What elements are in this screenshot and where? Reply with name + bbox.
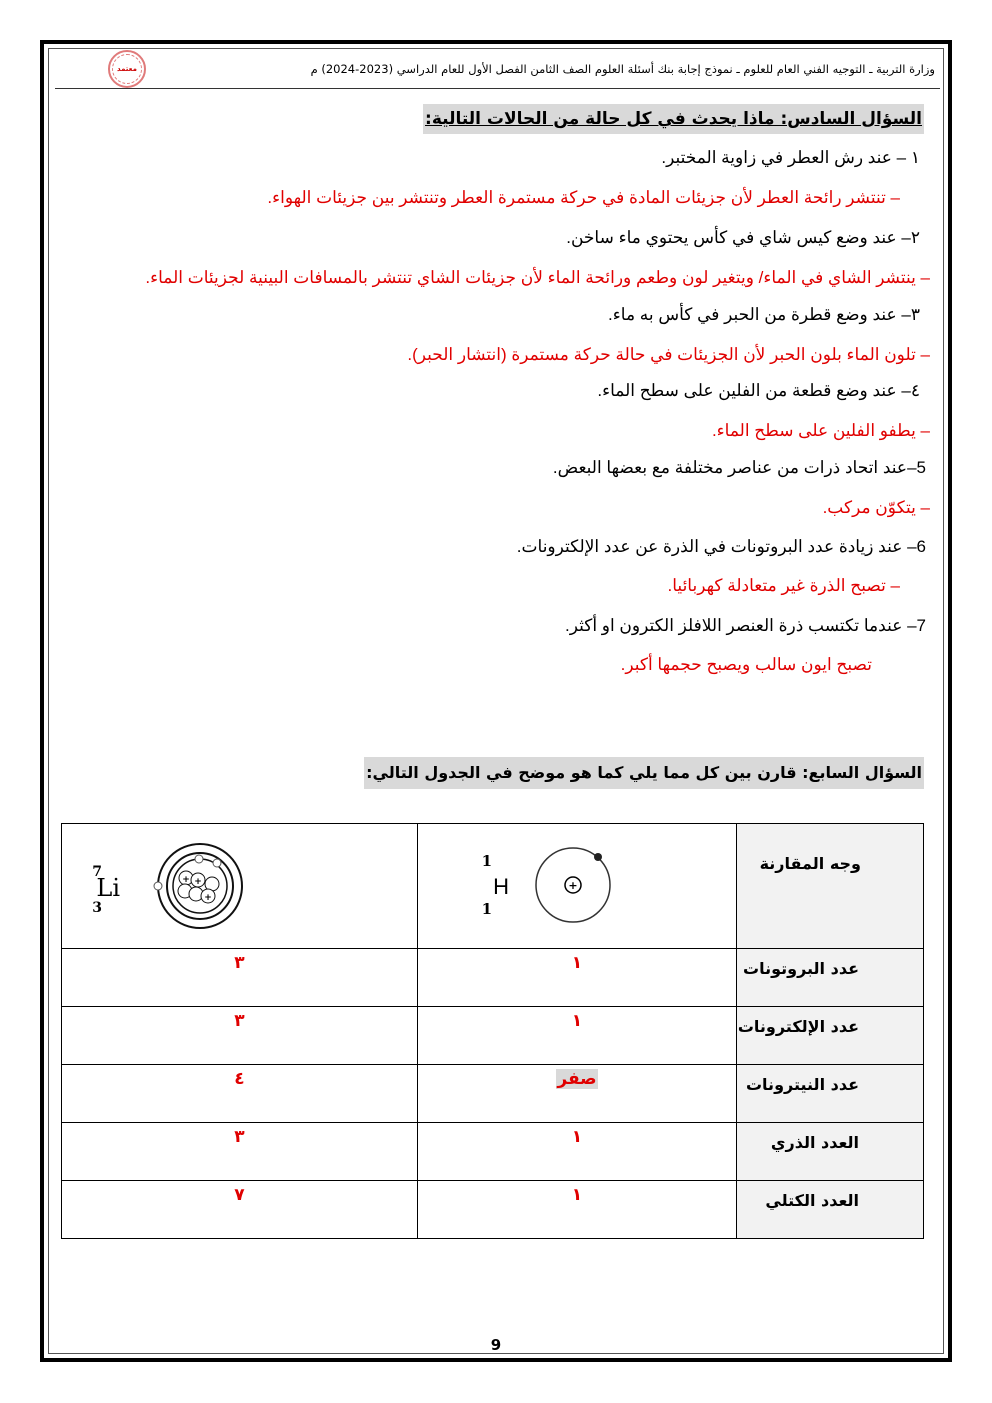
header-divider: [55, 88, 940, 89]
lithium-value-cell: [62, 949, 418, 1007]
lithium-value: ٤: [234, 1069, 245, 1089]
row-label-cell: [737, 1123, 924, 1181]
header-text: وزارة التربية ـ التوجيه الفني العام للعلوم ـ نموذج إجابة بنك أسئلة العلوم الصف الثامن الفصل الأول للعام الدراسي (2023-2024) م: [310, 62, 935, 76]
lithium-value-cell: [62, 1181, 418, 1239]
answer-line: – ينتشر الشاي في الماء/ ويتغير لون وطعم ورائحة الماء لأن جزيئات الشاي تنتشر بالمسافات البينية لجزيئات الماء.: [145, 268, 930, 287]
question6-title: السؤال السادس: ماذا يحدث في كل حالة من الحالات التالية:: [423, 104, 924, 134]
comparison-table: [61, 823, 924, 1239]
row-label-cell: [737, 1065, 924, 1123]
svg-text:+: +: [182, 875, 190, 885]
hydrogen-atomic-number: 1: [481, 900, 492, 918]
electron-icon: [154, 882, 162, 890]
answer-line: – يتكوّن مركب.: [822, 498, 930, 517]
lithium-value: ٣: [234, 1127, 245, 1147]
question-line: 5–عند اتحاد ذرات من عناصر مختلفة مع بعضها البعض.: [552, 458, 926, 477]
lithium-mass-number: 7: [92, 864, 102, 880]
lithium-cell: [62, 824, 418, 949]
lithium-value: ٣: [234, 1011, 245, 1031]
hydrogen-value: صفر: [557, 1069, 597, 1089]
row-label-cell: [737, 1007, 924, 1065]
hydrogen-value-cell: [418, 949, 737, 1007]
question-line: ٢– عند وضع كيس شاي في كأس يحتوي ماء ساخن.: [566, 228, 920, 247]
answer-line: – تنتشر رائحة العطر لأن جزيئات المادة في حركة مستمرة العطر وتنتشر بين جزيئات الهواء.: [267, 188, 900, 207]
hydrogen-value: ١: [571, 1127, 583, 1147]
hydrogen-value: ١: [571, 953, 583, 973]
lithium-value: ٣: [234, 953, 245, 973]
row-label-cell: [737, 949, 924, 1007]
hydrogen-cell: [418, 824, 737, 949]
page-header: [55, 52, 935, 90]
answer-line: – تلون الماء بلون الحبر لأن الجزيئات في حالة حركة مستمرة (انتشار الحبر).: [407, 345, 930, 364]
hydrogen-value-cell: [418, 1123, 737, 1181]
row-label: العدد الكتلي: [765, 1191, 859, 1210]
row-label: العدد الذري: [770, 1133, 859, 1152]
lithium-value-cell: [62, 1065, 418, 1123]
page-number: 9: [490, 1336, 502, 1354]
question7-title: السؤال السابع: قارن بين كل مما يلي كما هو موضح في الجدول التالي:: [364, 757, 924, 789]
table-header-row: [62, 824, 924, 949]
row-label: عدد النيترونات: [745, 1075, 859, 1094]
row-label: عدد البروتونات: [742, 959, 859, 978]
hydrogen-value-cell: [418, 1065, 737, 1123]
hydrogen-mass-number: 1: [481, 852, 492, 870]
table-row: [62, 1181, 924, 1239]
hydrogen-value-cell: [418, 1181, 737, 1239]
hydrogen-symbol: H: [493, 874, 509, 899]
row-label: عدد الإلكترونات: [737, 1017, 859, 1036]
lithium-atomic-number: 3: [92, 900, 102, 916]
table-row: [62, 1065, 924, 1123]
table-row: [62, 1123, 924, 1181]
table-row: [62, 1007, 924, 1065]
hydrogen-value: ١: [571, 1185, 583, 1205]
electron-icon: [213, 859, 221, 867]
question-line: ١ – عند رش العطر في زاوية المختبر.: [661, 148, 920, 167]
question-line: 7– عندما تكتسب ذرة العنصر اللافلز الكترون او أكثر.: [565, 616, 926, 635]
hydrogen-value-cell: [418, 1007, 737, 1065]
lithium-value-cell: [62, 1007, 418, 1065]
comparison-table-body: [62, 949, 924, 1239]
svg-text:+: +: [568, 879, 578, 892]
header-label-cell: [737, 824, 924, 949]
question-line: 6– عند زيادة عدد البروتونات في الذرة عن عدد الإلكترونات.: [516, 537, 926, 556]
answer-line: – تصبح الذرة غير متعادلة كهربائيا.: [667, 576, 900, 595]
svg-text:+: +: [204, 893, 212, 903]
electron-icon: [594, 853, 602, 861]
svg-text:+: +: [194, 877, 202, 887]
answer-line: تصبح ايون سالب ويصبح حجمها أكبر.: [620, 655, 872, 674]
electron-icon: [195, 855, 203, 863]
lithium-value-cell: [62, 1123, 418, 1181]
question-line: ٤– عند وضع قطعة من الفلين على سطح الماء.: [597, 381, 920, 400]
lithium-atom-diagram: [62, 824, 417, 948]
table-row: [62, 949, 924, 1007]
question-line: ٣– عند وضع قطرة من الحبر في كأس به ماء.: [608, 305, 920, 324]
answer-line: – يطفو الفلين على سطح الماء.: [711, 421, 930, 440]
hydrogen-atom-diagram: [418, 824, 736, 948]
logo-text: معتمد: [117, 65, 137, 73]
lithium-value: ٧: [234, 1185, 245, 1205]
row-label-cell: [737, 1181, 924, 1239]
hydrogen-value: ١: [571, 1011, 583, 1031]
lithium-symbol: Li: [96, 874, 120, 902]
comparison-aspect-label: وجه المقارنة: [759, 854, 861, 873]
